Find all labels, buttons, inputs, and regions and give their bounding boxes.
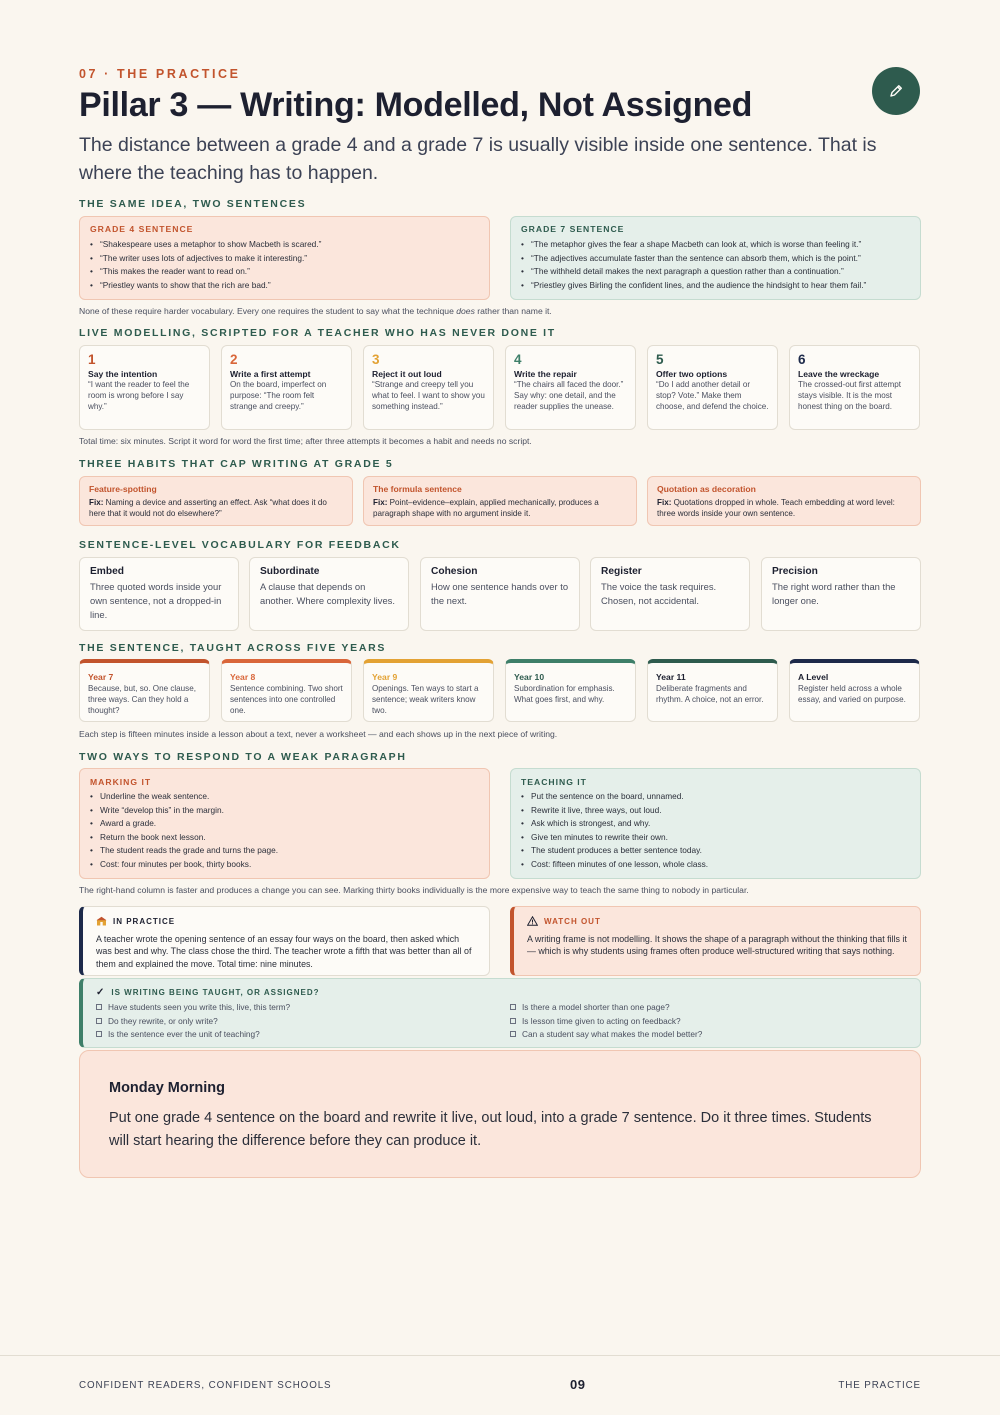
habit-fix: Fix: Point–evidence–explain, applied mechanically, produces a paragraph shape with no argument inside it.: [373, 498, 599, 518]
checklist-item[interactable]: Is the sentence ever the unit of teaching?: [96, 1028, 290, 1042]
checklist-right: [510, 1001, 702, 1042]
list-item: • Return the book next lesson.: [90, 831, 479, 845]
pencil-icon: [888, 83, 904, 99]
list-item: • “Priestley wants to show that the rich are bad.”: [90, 279, 479, 293]
checkbox[interactable]: [96, 1004, 102, 1010]
vocab-card: [420, 557, 580, 631]
monday-morning-box: [79, 1050, 921, 1178]
habit-card: [647, 476, 921, 526]
year-body: Openings. Ten ways to start a sentence; weak writers know two.: [372, 684, 479, 715]
list-item: • “This makes the reader want to read on.”: [90, 265, 479, 279]
year-card: [79, 659, 210, 722]
list-item: • Award a grade.: [90, 817, 479, 831]
vocab-card: [590, 557, 750, 631]
list-item: • “Priestley gives Birling the confident lines, and the audience the hindsight to hear them fail.”: [521, 279, 910, 293]
watch-out-body: A writing frame is not modelling. It shows the shape of a paragraph without the thinking that fills it — which is why students using frames often produce well-structured writing that says nothing.: [527, 934, 907, 957]
year-card: [505, 659, 636, 722]
step-title: Leave the wreckage: [798, 369, 880, 379]
vocab-card: [249, 557, 409, 631]
checkbox[interactable]: [96, 1018, 102, 1024]
section-heading-respond: TWO WAYS TO RESPOND TO A WEAK PARAGRAPH: [79, 751, 407, 763]
watch-out-callout: [510, 906, 921, 976]
step-number: 3: [372, 352, 380, 367]
checklist-box: [79, 978, 921, 1048]
list-item: • Underline the weak sentence.: [90, 790, 479, 804]
checkbox[interactable]: [510, 1018, 516, 1024]
vocab-definition: The right word rather than the longer one.: [772, 581, 896, 606]
section-heading-habits: THREE HABITS THAT CAP WRITING AT GRADE 5: [79, 458, 394, 470]
checkmark-icon: ✓: [96, 987, 106, 998]
vocab-definition: A clause that depends on another. Where complexity lives.: [260, 581, 395, 606]
list-item: • “The adjectives accumulate faster than the sentence can absorb them, which is the point.”: [521, 252, 910, 266]
list-item: • Put the sentence on the board, unnamed.: [521, 790, 910, 804]
school-icon: [96, 916, 107, 926]
year-body: Because, but, so. One clause, three ways. Can they hold a thought?: [88, 684, 196, 715]
step-card: [647, 345, 778, 430]
respond-note: The right-hand column is faster and produces a change you can see. Marking thirty books individually is the more expensive way to teach the same thing to nobody in particular.: [79, 885, 749, 895]
step-title: Write a first attempt: [230, 369, 311, 379]
step-card: [789, 345, 920, 430]
step-title: Write the repair: [514, 369, 577, 379]
habit-title: Quotation as decoration: [657, 484, 756, 494]
step-card: [505, 345, 636, 430]
checklist-item[interactable]: Do they rewrite, or only write?: [96, 1015, 290, 1029]
year-label: Year 11: [656, 672, 686, 682]
year-label: Year 10: [514, 672, 545, 682]
checklist-item[interactable]: Is lesson time given to acting on feedback?: [510, 1015, 702, 1029]
grade4-box: [79, 216, 490, 300]
teaching-list: [521, 790, 910, 871]
step-number: 4: [514, 352, 522, 367]
step-number: 1: [88, 352, 96, 367]
list-item: • Ask which is strongest, and why.: [521, 817, 910, 831]
monday-morning-title: Monday Morning: [109, 1080, 225, 1096]
step-card: [221, 345, 352, 430]
in-practice-callout: [79, 906, 490, 976]
vocab-card: [761, 557, 921, 631]
marking-list: [90, 790, 479, 871]
footer-section: THE PRACTICE: [838, 1380, 921, 1391]
list-item: • “Shakespeare uses a metaphor to show Macbeth is scared.”: [90, 238, 479, 252]
marking-label: MARKING IT: [90, 777, 152, 787]
section-heading-same-idea: THE SAME IDEA, TWO SENTENCES: [79, 198, 307, 210]
checkbox[interactable]: [510, 1004, 516, 1010]
vocab-term: Embed: [90, 566, 124, 577]
step-body: “I want the reader to feel the room is wrong before I say why.”: [88, 380, 190, 411]
habit-fix: Fix: Naming a device and asserting an effect. Ask “what does it do here that it would not do elsewhere?”: [89, 498, 327, 518]
section-heading-vocabulary: SENTENCE-LEVEL VOCABULARY FOR FEEDBACK: [79, 539, 401, 551]
step-body: “Strange and creepy tell you what to feel. I want to show you something instead.”: [372, 380, 485, 411]
grade4-label: GRADE 4 SENTENCE: [90, 224, 194, 234]
grade7-box: [510, 216, 921, 300]
page-title: Pillar 3 — Writing: Modelled, Not Assigned: [79, 86, 753, 124]
in-practice-label: IN PRACTICE: [113, 916, 176, 926]
step-number: 6: [798, 352, 806, 367]
list-item: • “The writer uses lots of adjectives to make it interesting.”: [90, 252, 479, 266]
same-idea-note: None of these require harder vocabulary. Every one requires the student to say what the technique does rather than name it.: [79, 306, 552, 316]
grade7-list: [521, 238, 910, 292]
step-card: [79, 345, 210, 430]
step-body: “The chairs all faced the door.” Say why: one detail, and the reader supplies the unease.: [514, 380, 624, 411]
habit-card: [363, 476, 637, 526]
year-card: [363, 659, 494, 722]
step-body: On the board, imperfect on purpose: “The room felt strange and creepy.”: [230, 380, 327, 411]
step-title: Say the intention: [88, 369, 158, 379]
year-body: Deliberate fragments and rhythm. A choice, not an error.: [656, 684, 764, 704]
vocab-definition: Three quoted words inside your own sentence, not a dropped-in line.: [90, 581, 222, 620]
monday-morning-body: Put one grade 4 sentence on the board and rewrite it live, out loud, into a grade 7 sentence. Do it three times. Students will start hearing the difference before they can produce it.: [109, 1110, 872, 1149]
list-item: • Write “develop this” in the margin.: [90, 804, 479, 818]
warning-icon: [527, 916, 538, 926]
checklist-item[interactable]: Have students seen you write this, live, this term?: [96, 1001, 290, 1015]
section-heading-live-modelling: LIVE MODELLING, SCRIPTED FOR A TEACHER WHO HAS NEVER DONE IT: [79, 327, 556, 339]
teaching-box: [510, 768, 921, 879]
checklist-label: IS WRITING BEING TAUGHT, OR ASSIGNED?: [111, 988, 320, 997]
vocab-definition: The voice the task requires. Chosen, not accidental.: [601, 581, 717, 606]
checklist-item[interactable]: Is there a model shorter than one page?: [510, 1001, 702, 1015]
section-heading-five-years: THE SENTENCE, TAUGHT ACROSS FIVE YEARS: [79, 642, 387, 654]
grade4-list: [90, 238, 479, 292]
year-label: A Level: [798, 672, 829, 682]
footer-divider: [0, 1355, 1000, 1356]
checkbox[interactable]: [96, 1031, 102, 1037]
list-item: • Give ten minutes to rewrite their own.: [521, 831, 910, 845]
in-practice-body: A teacher wrote the opening sentence of an essay four ways on the board, then asked which was best and why. The class chose the third. The teacher wrote a fifth that was better than all of them and explained the move. Total time: nine minutes.: [96, 934, 472, 969]
year-body: Register held across a whole essay, and varied on purpose.: [798, 684, 906, 704]
footer-publication: CONFIDENT READERS, CONFIDENT SCHOOLS: [79, 1380, 332, 1391]
page-subtitle: The distance between a grade 4 and a grade 7 is usually visible inside one sentence. That is where the teaching has to happen.: [79, 134, 877, 184]
section-kicker: 07 · THE PRACTICE: [79, 67, 241, 81]
vocab-term: Precision: [772, 566, 818, 577]
year-card: [647, 659, 778, 722]
step-number: 5: [656, 352, 664, 367]
year-label: Year 9: [372, 672, 398, 682]
vocab-term: Cohesion: [431, 566, 478, 577]
list-item: • “The metaphor gives the fear a shape Macbeth can look at, which is worse than feeling it.”: [521, 238, 910, 252]
step-body: The crossed-out first attempt stays visible. It is the most honest thing on the board.: [798, 380, 902, 411]
vocab-term: Subordinate: [260, 566, 320, 577]
pencil-badge: [872, 67, 920, 115]
year-card: [221, 659, 352, 722]
step-card: [363, 345, 494, 430]
step-number: 2: [230, 352, 238, 367]
habit-card: [79, 476, 353, 526]
live-modelling-note: Total time: six minutes. Script it word for word the first time; after three attempts it becomes a habit and needs no script.: [79, 436, 532, 446]
marking-box: [79, 768, 490, 879]
year-label: Year 7: [88, 672, 114, 682]
step-body: “Do I add another detail or stop? Vote.” Make them choose, and defend the choice.: [656, 380, 769, 411]
grade7-label: GRADE 7 SENTENCE: [521, 224, 625, 234]
list-item: • The student produces a better sentence today.: [521, 844, 910, 858]
checkbox[interactable]: [510, 1031, 516, 1037]
list-item: • “The withheld detail makes the next paragraph a question rather than a continuation.”: [521, 265, 910, 279]
vocab-term: Register: [601, 566, 642, 577]
vocab-card: [79, 557, 239, 631]
step-title: Reject it out loud: [372, 369, 442, 379]
list-item: • Cost: fifteen minutes of one lesson, whole class.: [521, 858, 910, 872]
year-card: [789, 659, 920, 722]
habit-fix: Fix: Quotations dropped in whole. Teach embedding at word level: three words inside your own sentence.: [657, 498, 895, 518]
checklist-left: [96, 1001, 290, 1042]
five-years-note: Each step is fifteen minutes inside a lesson about a text, never a worksheet — and each shows up in the next piece of writing.: [79, 729, 558, 739]
list-item: • Cost: four minutes per book, thirty books.: [90, 858, 479, 872]
habit-title: The formula sentence: [373, 484, 462, 494]
habit-title: Feature-spotting: [89, 484, 157, 494]
year-label: Year 8: [230, 672, 256, 682]
vocab-definition: How one sentence hands over to the next.: [431, 581, 569, 606]
checklist-item[interactable]: Can a student say what makes the model better?: [510, 1028, 702, 1042]
year-body: Sentence combining. Two short sentences into one controlled one.: [230, 684, 343, 715]
teaching-label: TEACHING IT: [521, 777, 587, 787]
list-item: • Rewrite it live, three ways, out loud.: [521, 804, 910, 818]
step-title: Offer two options: [656, 369, 728, 379]
year-body: Subordination for emphasis. What goes first, and why.: [514, 684, 615, 704]
watch-out-label: WATCH OUT: [544, 916, 601, 926]
page-number: 09: [570, 1377, 586, 1392]
list-item: • The student reads the grade and turns the page.: [90, 844, 479, 858]
